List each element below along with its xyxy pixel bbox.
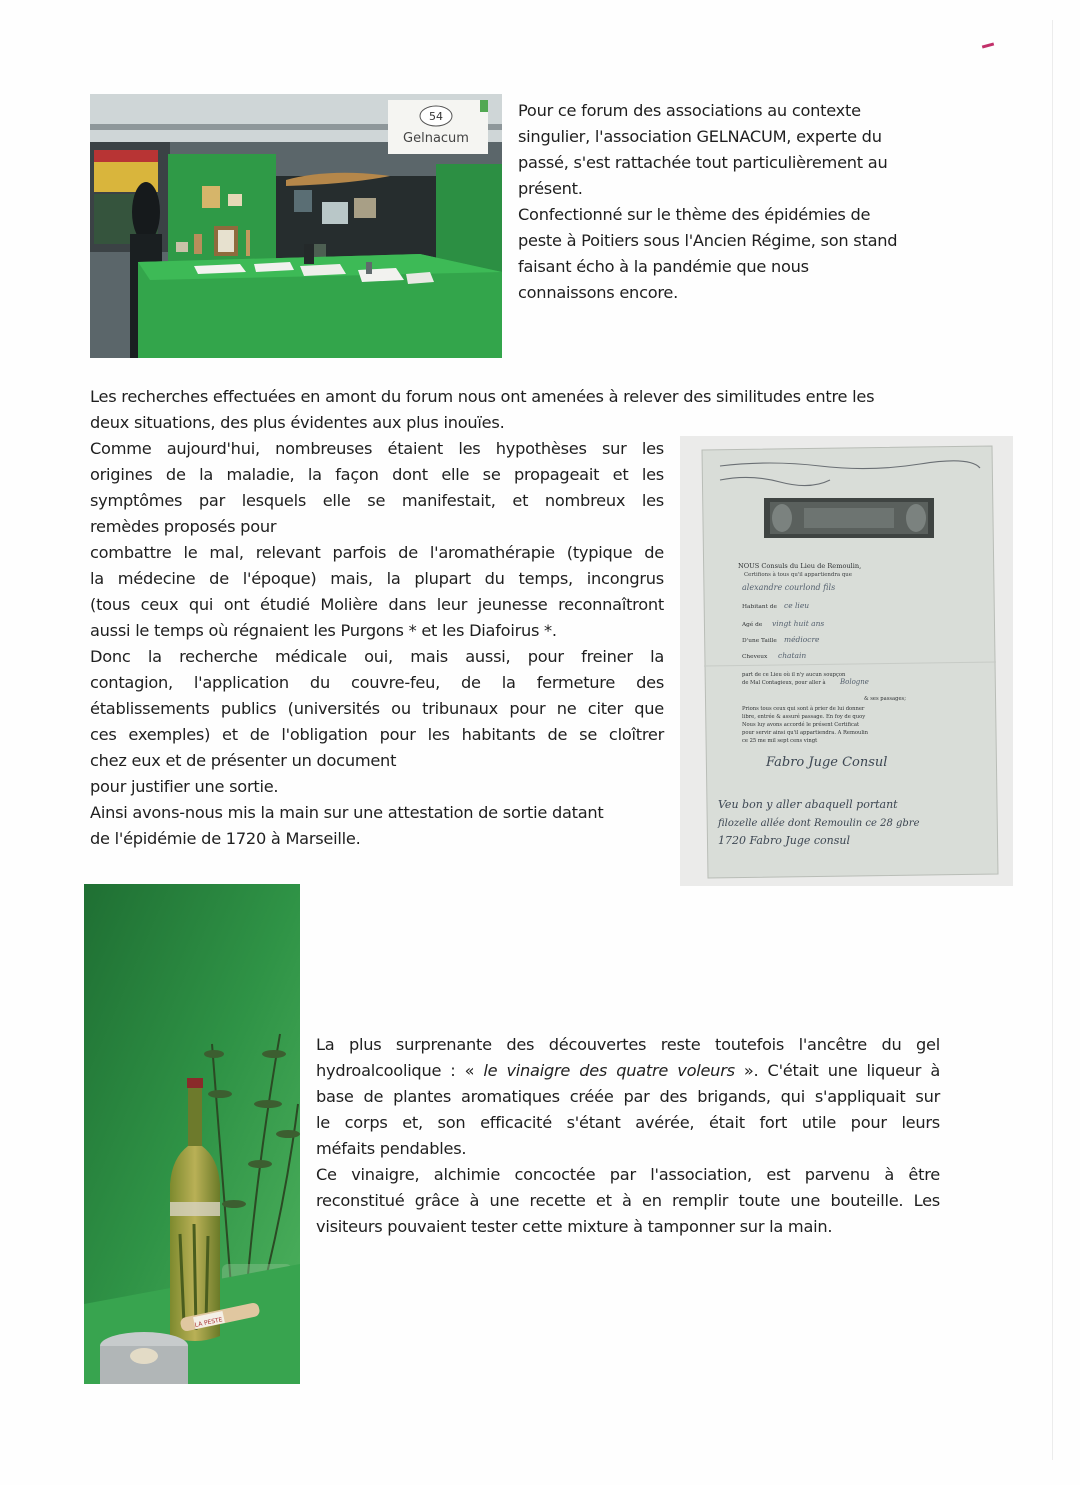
research-line: combattre le mal, relevant parfois de l'aromathérapie (typique de: [90, 543, 664, 562]
vinegar-line: reconstitué grâce à une recette et à en remplir toute une bouteille. Les: [316, 1191, 940, 1210]
certificate-body-line: pour servir ainsi qu'il appartiendra. A Remoulin: [742, 730, 869, 736]
research-lead-line: Les recherches effectuées en amont du forum nous ont amenées à relever des similitudes entre les: [90, 387, 875, 406]
vinegar-line: Ce vinaigre, alchimie concoctée par l'association, est parvenu à être: [316, 1165, 940, 1184]
stand-photo: [90, 94, 502, 358]
stand-sign-number: 54: [429, 110, 443, 123]
intro-line: présent.: [518, 179, 583, 198]
vinegar-line: La plus surprenante des découvertes reste toutefois l'ancêtre du gel: [316, 1035, 940, 1054]
research-line: Comme aujourd'hui, nombreuses étaient les hypothèses sur les: [90, 439, 664, 458]
certificate-note-line: Veu bon y aller abaquell portant: [718, 798, 898, 811]
research-line: origines de la maladie, la façon dont elle se propageait et les: [90, 465, 664, 484]
certificate-body-line: part de ce Lieu où il n'y aucun soupçon: [742, 672, 846, 678]
certificate-destination-handwritten: Bologne: [840, 678, 869, 686]
certificate-note-line: 1720 Fabro Juge consul: [718, 834, 851, 847]
research-lead: [90, 384, 950, 436]
research-paragraph: [90, 436, 664, 852]
intro-line: passé, s'est rattachée tout particulièrement au: [518, 153, 888, 172]
research-line: aussi le temps où régnaient les Purgons * et les Diafoirus *.: [90, 621, 557, 640]
certificate-field-value: vingt huit ans: [772, 619, 825, 628]
certificate-field-label: Habitant de: [742, 604, 777, 610]
certificate-field-value: médiocre: [784, 635, 820, 644]
research-line: pour justifier une sortie.: [90, 777, 279, 796]
certificate-body-line: Nous luy avons accordé le présent Certificat: [742, 722, 860, 728]
certificate-body-line: libre, entrée & assuré passage. En foy de quoy: [742, 714, 866, 720]
certificate-body-line: de Mal Contagieux, pour aller à: [742, 680, 826, 686]
vinegar-name-italic: le vinaigre des quatre voleurs: [483, 1061, 735, 1080]
research-line: Donc la recherche médicale oui, mais aussi, pour freiner la: [90, 647, 664, 666]
scan-mark: [1052, 20, 1053, 1460]
intro-paragraph: [518, 98, 958, 306]
research-line: chez eux et de présenter un document: [90, 751, 397, 770]
certificate-name-handwritten: alexandre courlond fils: [742, 583, 836, 592]
certificate-note-line: filozelle allée dont Remoulin ce 28 gbre: [718, 818, 920, 829]
intro-line: connaissons encore.: [518, 283, 679, 302]
intro-line: peste à Poitiers sous l'Ancien Régime, son stand: [518, 231, 898, 250]
vinegar-bottle-photo: [84, 884, 300, 1384]
research-line: ces exemples) et de l'obligation pour les habitants de se cloîtrer: [90, 725, 664, 744]
certificate-header-sub: Certifions à tous qu'il appartiendra que: [744, 572, 852, 578]
research-line: remèdes proposés pour: [90, 517, 277, 536]
certificate-body-line: ce 25 me mil sept cens vingt: [742, 738, 818, 744]
research-line: Ainsi avons-nous mis la main sur une attestation de sortie datant: [90, 803, 604, 822]
certificate-field-label: D'une Taille: [742, 638, 777, 644]
certificate-signature: Fabro Juge Consul: [766, 755, 888, 770]
certificate-field-label: Agé de: [742, 622, 763, 628]
vinegar-line-post: ». C'était une liqueur à: [734, 1061, 940, 1080]
vinegar-line-with-title: [316, 1058, 940, 1084]
scan-mark: [982, 42, 994, 48]
vinegar-paragraph: [316, 1032, 940, 1240]
certificate-body-line: Prions tous ceux qui sont à prier de lui donner: [742, 706, 865, 712]
intro-line: faisant écho à la pandémie que nous: [518, 257, 809, 276]
vinegar-line: le corps et, son efficacité s'étant avérée, était fort utile pour leurs: [316, 1113, 940, 1132]
intro-line: Pour ce forum des associations au contexte: [518, 101, 861, 120]
bottle-tag-text: LA PESTE: [194, 1316, 224, 1329]
intro-line: Confectionné sur le thème des épidémies de: [518, 205, 871, 224]
certificate-field-value: ce lieu: [784, 601, 810, 610]
vinegar-line: visiteurs pouvaient tester cette mixture à tamponner sur la main.: [316, 1217, 833, 1236]
stand-sign-name: Gelnacum: [403, 131, 469, 146]
research-line: (tous ceux qui ont étudié Molière dans leur jeunesse reconnaîtront: [90, 595, 664, 614]
research-line: symptômes par lesquels elle se manifestait, et nombreux les: [90, 491, 664, 510]
vinegar-line: méfaits pendables.: [316, 1139, 467, 1158]
research-line: contagion, l'application du couvre-feu, de la fermeture des: [90, 673, 664, 692]
certificate-body-line: & ses passages;: [864, 696, 906, 702]
certificate-photo: [680, 436, 1013, 886]
certificate-header-title: NOUS Consuls du Lieu de Remoulin,: [738, 562, 862, 570]
research-line: établissements publics (universités ou tribunaux pour ne citer que: [90, 699, 664, 718]
vinegar-line-pre: hydroalcoolique : «: [316, 1061, 484, 1080]
certificate-field-label: Cheveux: [742, 654, 768, 660]
research-lead-line: deux situations, des plus évidentes aux plus inouïes.: [90, 413, 505, 432]
research-line: la médecine de l'époque) mais, la plupart du temps, incongrus: [90, 569, 664, 588]
vinegar-line: base de plantes aromatiques créée par des brigands, qui s'appliquait sur: [316, 1087, 940, 1106]
certificate-field-value: chatain: [778, 651, 807, 660]
intro-line: singulier, l'association GELNACUM, experte du: [518, 127, 882, 146]
research-line: de l'épidémie de 1720 à Marseille.: [90, 829, 361, 848]
